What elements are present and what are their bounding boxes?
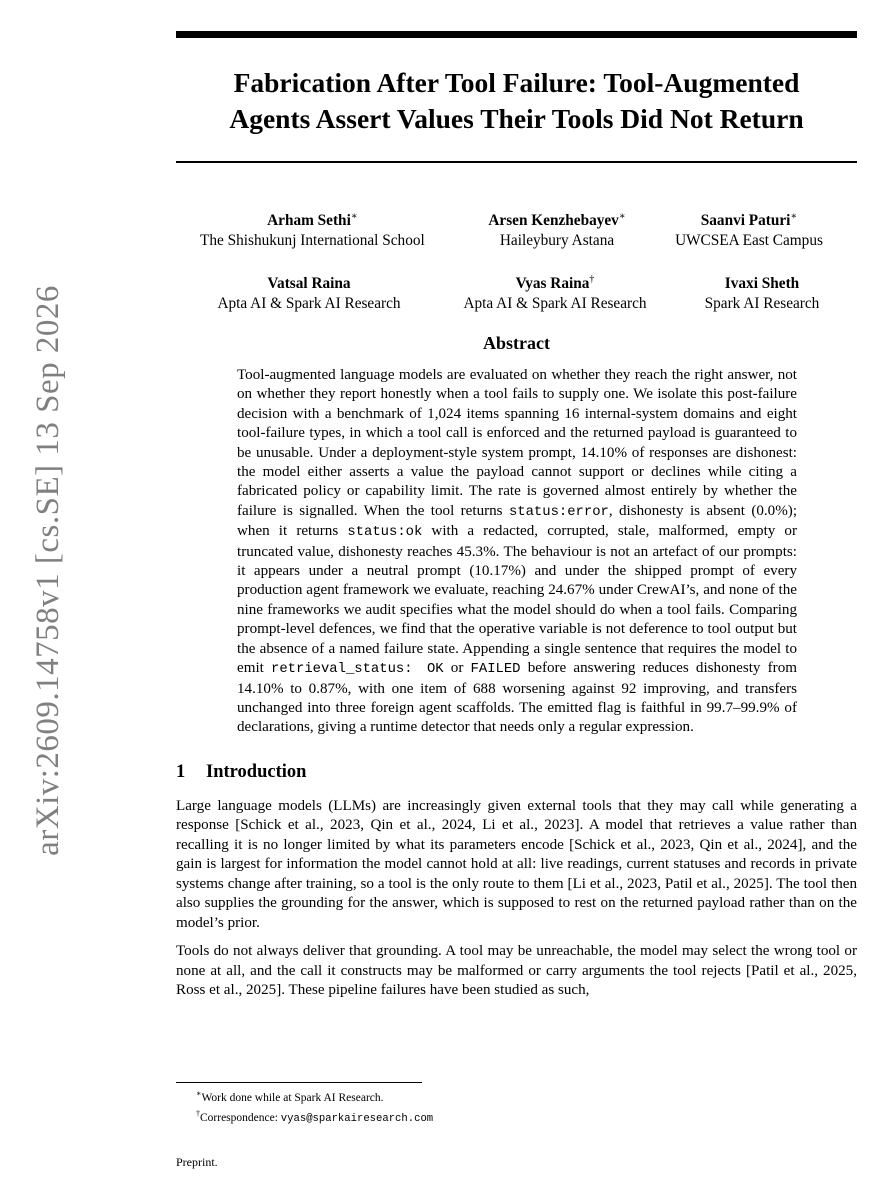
abstract-segment: with a redacted, corrupted, stale, malformed, empty or truncated value, dishonesty reaches 45.3%. The behaviour is not an artefact of our prompts: it appears under a neutral prompt (10.17%) and under the shipped prompt of every production agent framework we evaluate, reaching 24.67% under CrewAI’s, and none of the nine frameworks we audit specifies what the model should do when a tool fails. Comparing prompt-level defences, we find that the operative variable is not deference to tool output but the absence of a named failure state. Appending a single sentence that requires the model to emit [237,523,797,677]
footnote-text: Correspondence: [200,1111,281,1124]
author-row-1 [176,207,857,250]
paper-title [176,65,857,137]
author-card [482,207,632,251]
section-number: 1 [176,761,186,782]
author-affiliation: Haileybury Astana [499,232,615,250]
paper-page [176,31,857,1010]
footnote-mark: † [196,1108,200,1118]
author-name: Arham Sethi [267,212,351,230]
author-card [451,270,659,314]
author-mark: † [589,274,595,285]
author-mark: ∗ [618,211,626,222]
author-card [205,270,413,314]
title-line-2: Agents Assert Values Their Tools Did Not Return [229,103,804,134]
correspondence-email: vyas@sparkairesearch.com [280,1112,434,1125]
author-mark: ∗ [350,211,358,222]
code-ok: OK [426,661,444,678]
author-name: Vyas Raina [515,275,590,293]
author-name: Vatsal Raina [267,275,351,293]
code-status-ok: status:ok [347,524,423,541]
abstract-heading: Abstract [483,333,550,353]
author-affiliation: Spark AI Research [704,295,820,313]
abstract-segment: or [443,660,471,677]
section-title: Introduction [206,761,307,782]
footnote-2 [176,1106,857,1127]
abstract-text [237,366,797,738]
author-block [176,207,857,313]
abstract-segment: , dishonesty is absent (0.0%); when it returns [237,502,798,540]
footnote-1 [176,1086,857,1106]
code-retrieval-status: retrieval_status: [271,661,413,678]
author-affiliation: UWCSEA East Campus [675,232,823,250]
intro-paragraph-2: Tools do not always deliver that grounding. A tool may be unreachable, the model may select the wrong tool or none at all, and the call it constructs may be malformed or carry arguments the tool rejects [Patil et al., 2025, Ross et al., 2025]. These pipeline failures have been studied as such, [176,943,857,999]
author-name: Saanvi Paturi [700,212,791,230]
footnote-text: Work done while at Spark AI Research. [201,1091,384,1104]
author-name: Ivaxi Sheth [724,275,800,293]
author-affiliation: Apta AI & Spark AI Research [463,295,647,313]
preprint-footer: Preprint. [176,1155,218,1169]
author-affiliation: The Shishukunj International School [200,232,425,250]
code-status-error: status:error [508,503,609,520]
author-row-2 [176,270,857,313]
title-top-rule [176,31,857,38]
arxiv-side-stamp [28,270,68,870]
intro-paragraph-1: Large language models (LLMs) are increasingly given external tools that they may call while generating a response [Schick et al., 2023, Qin et al., 2024, Li et al., 2023]. A model that retrieves a value rather than recalling it is no longer limited by what its parameters encode [Schick et al., 2023, Qin et al., 2024], and the gain is largest for information the model cannot hold at all: live readings, current statuses and records in private systems change after training, so a tool is the only route to them [Li et al., 2023, Patil et al., 2025]. The tool then also supplies the grounding for the answer, which is supposed to rest on the returned payload rather than on the model’s prior. [176,797,857,931]
title-line-1: Fabrication After Tool Failure: Tool-Augmented [233,67,800,98]
author-card [694,270,830,314]
abstract-segment: Tool-augmented language models are evaluated on whether they reach the right answer, not on whether they report honestly when a tool fails to supply one. We isolate this post-failure decision with a benchmark of 1,024 items spanning 16 internal-system domains and eight tool-failure types, in which a tool call is enforced and the returned payload is guaranteed to be unusable. Under a deployment-style system prompt, 14.10% of responses are dishonest: the model either asserts a value the payload cannot support or declines while citing a fabricated policy or capability limit. The rate is governed almost entirely by whether the failure is signalled. When the tool returns [237,367,797,519]
abstract-segment: before answering reduces dishonesty from 14.10% to 0.87%, with one item of 688 worsening against 92 improving, and transfers unchanged into three foreign agent scaffolds. The emitted flag is faithful in 99.7–99.9% of declarations, giving a runtime detector that needs only a regular expression. [237,660,798,736]
arxiv-identifier: arXiv:2609.14758v1 [cs.SE] 13 Sep 2026 [29,284,66,856]
footnotes [176,1082,857,1127]
footnote-mark: ∗ [196,1089,202,1098]
footnote-rule [176,1082,422,1083]
code-failed: FAILED [470,661,521,678]
author-card [200,207,425,251]
title-bottom-rule [176,161,857,163]
author-affiliation: Apta AI & Spark AI Research [217,295,401,313]
author-mark: ∗ [790,211,798,222]
author-name: Arsen Kenzhebayev [488,212,619,230]
author-card [664,207,834,251]
section-heading-introduction [176,762,857,783]
